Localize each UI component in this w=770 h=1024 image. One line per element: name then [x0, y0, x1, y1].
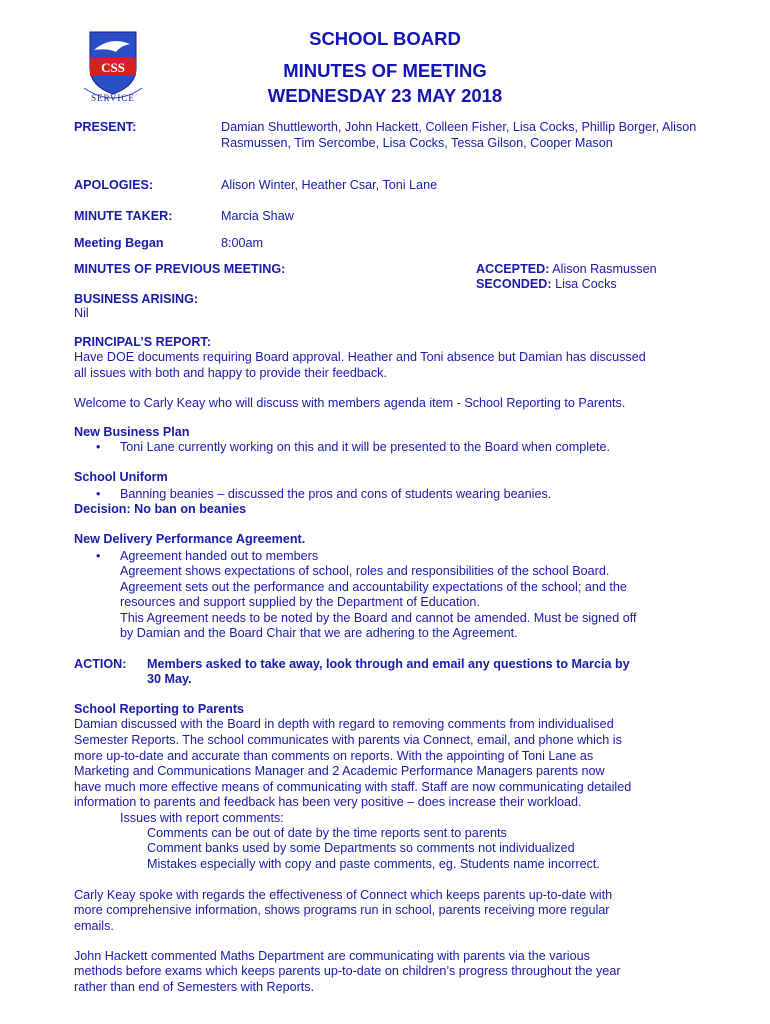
uniform-decision: Decision: No ban on beanies: [74, 502, 247, 516]
present-label: PRESENT:: [74, 120, 137, 134]
dpa-line: Agreement sets out the performance and accountability expectations of the school; and the: [120, 580, 627, 594]
business-plan-heading: New Business Plan: [74, 425, 190, 439]
john-line: methods before exams which keeps parents up-to-date on children’s progress throughout the year: [74, 964, 621, 978]
seconded-line: [476, 277, 617, 293]
reporting-heading: School Reporting to Parents: [74, 702, 245, 716]
present-value: Damian Shuttleworth, John Hackett, Colleen Fisher, Lisa Cocks, Phillip Borger, Alison Rasmussen, Tim Sercombe, Lisa Cocks, Tessa Gilson, Cooper Mason: [221, 120, 697, 150]
dpa-heading: New Delivery Performance Agreement.: [74, 532, 306, 546]
bullet-icon: •: [96, 440, 101, 454]
apologies-value: Alison Winter, Heather Csar, Toni Lane: [221, 178, 438, 192]
seconded-label: SECONDED:: [476, 277, 552, 291]
title-school-board: SCHOOL BOARD: [309, 28, 461, 49]
bullet-icon: •: [96, 549, 101, 563]
previous-minutes-label: MINUTES OF PREVIOUS MEETING:: [74, 262, 286, 276]
title-minutes: MINUTES OF MEETING: [283, 60, 487, 81]
bullet-icon: •: [96, 487, 101, 501]
issue-item: Comments can be out of date by the time reports sent to parents: [147, 826, 507, 840]
dpa-line: by Damian and the Board Chair that we are adhering to the Agreement.: [120, 626, 518, 640]
principal-para2: Welcome to Carly Keay who will discuss with members agenda item - School Reporting to Parents.: [74, 396, 626, 410]
accepted-line: [476, 262, 657, 278]
dpa-bullet: Agreement handed out to members: [120, 549, 319, 563]
meeting-began-value: 8:00am: [221, 236, 264, 250]
john-line: John Hackett commented Maths Department are communicating with parents via the various: [74, 949, 590, 963]
business-heading: BUSINESS ARISING:: [74, 292, 199, 306]
meeting-began-label: Meeting Began: [74, 236, 164, 250]
principal-para1-line2: all issues with both and happy to provide their feedback.: [74, 366, 387, 380]
logo-text: CSS: [101, 60, 125, 75]
john-line: rather than end of Semesters with Reports.: [74, 980, 315, 994]
dpa-line: This Agreement needs to be noted by the Board and cannot be amended. Must be signed off: [120, 611, 637, 625]
reporting-line: Semester Reports. The school communicates with parents via Connect, email, and phone which is: [74, 733, 622, 747]
issue-item: Mistakes especially with copy and paste comments, eg. Students name incorrect.: [147, 857, 600, 871]
uniform-heading: School Uniform: [74, 470, 168, 484]
carly-line: Carly Keay spoke with regards the effectiveness of Connect which keeps parents up-to-date with: [74, 888, 613, 902]
reporting-line: more up-to-date and accurate than comments on reports. With the appointing of Toni Lane as: [74, 749, 594, 763]
action-line2: 30 May.: [147, 672, 192, 686]
minute-taker-label: MINUTE TAKER:: [74, 209, 173, 223]
principal-para1-line1: Have DOE documents requiring Board approval. Heather and Toni absence but Damian has discussed: [74, 350, 646, 364]
action-line1: Members asked to take away, look through and email any questions to Marcia by: [147, 657, 630, 671]
minute-taker-value: Marcia Shaw: [221, 209, 294, 223]
title-date: WEDNESDAY 23 MAY 2018: [267, 85, 503, 106]
principal-heading: PRINCIPAL’S REPORT:: [74, 335, 211, 349]
uniform-bullet: Banning beanies – discussed the pros and cons of students wearing beanies.: [120, 487, 552, 501]
carly-line: emails.: [74, 919, 114, 933]
apologies-label: APOLOGIES:: [74, 178, 154, 192]
dpa-line: resources and support supplied by the Department of Education.: [120, 595, 480, 609]
reporting-line: information to parents and feedback has been very positive – does increase their workload.: [74, 795, 582, 809]
reporting-line: Damian discussed with the Board in depth with regard to removing comments from individualised: [74, 717, 614, 731]
dpa-line: Agreement shows expectations of school, roles and responsibilities of the school Board.: [120, 564, 610, 578]
business-text: Nil: [74, 306, 89, 320]
business-plan-bullet: Toni Lane currently working on this and it will be presented to the Board when complete.: [120, 440, 611, 454]
reporting-line: have much more effective means of communicating with staff. Staff are now communicating detailed: [74, 780, 632, 794]
issues-heading: Issues with report comments:: [120, 811, 284, 825]
logo-banner: SERVICE: [91, 93, 135, 103]
accepted-value: Alison Rasmussen: [552, 262, 657, 276]
action-label: ACTION:: [74, 657, 127, 671]
carly-line: more comprehensive information, shows programs run in school, parents receiving more regular: [74, 903, 610, 917]
accepted-label: ACCEPTED:: [476, 262, 550, 276]
issue-item: Comment banks used by some Departments so comments not individualized: [147, 841, 575, 855]
reporting-line: Marketing and Communications Manager and 2 Academic Performance Managers parents now: [74, 764, 605, 778]
seconded-value: Lisa Cocks: [555, 277, 617, 291]
